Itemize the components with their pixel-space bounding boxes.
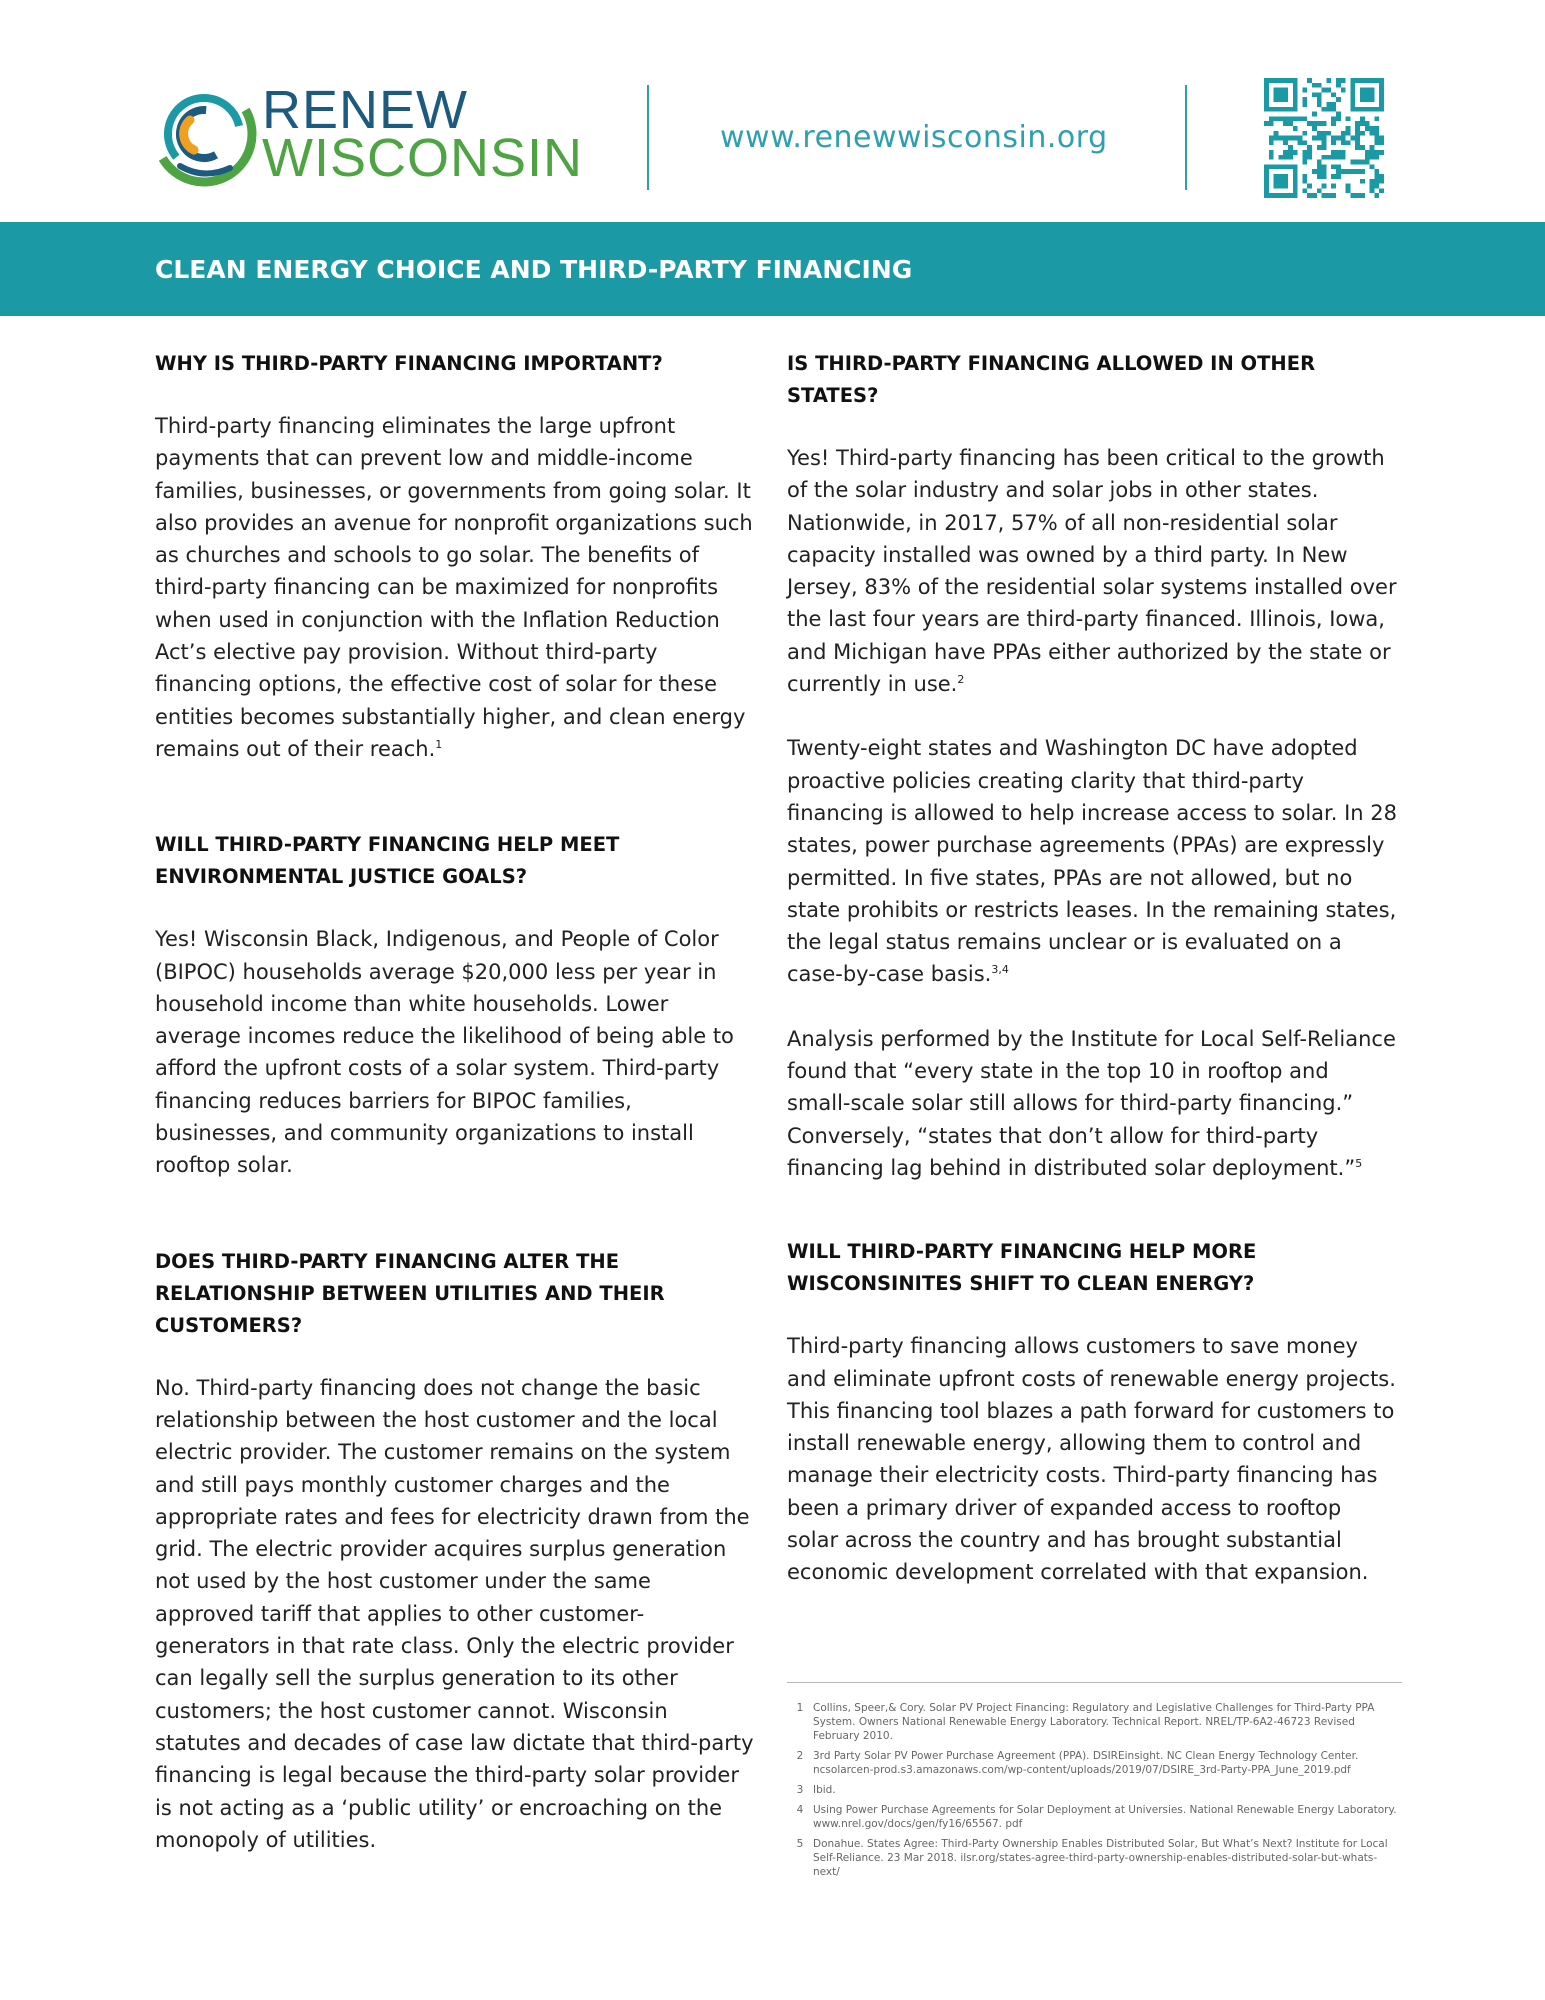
section-body-other-states-3: Analysis performed by the Institute for Local Self-Reliance found that “every state in the top 10 in rooftop and small-scale solar still allows for third-party financing.” Conversely, “states that don’t allow for third-party financing lag behind in distributed solar deployment.”$^5$ [787, 1026, 1396, 1180]
footnote-number: 4 [796, 1804, 804, 1816]
footnote-item [787, 1749, 1402, 1777]
section-heading-utility-relationship: DOES THIRD-PARTY FINANCING ALTER THE RELATIONSHIP BETWEEN UTILITIES AND THEIR CUSTOMERS? [155, 1249, 665, 1337]
qr-code-icon[interactable] [1264, 78, 1384, 198]
footnote-ref[interactable]: 2 [957, 673, 965, 687]
footnotes [787, 1682, 1402, 1885]
footnote-item [787, 1803, 1402, 1831]
footnote-number: 5 [796, 1838, 804, 1850]
header [0, 0, 1545, 222]
footnote-text: Donahue. States Agree: Third-Party Ownership Enables Distributed Solar, But What’s Next? Institute for Local Self-Reliance. 23 Mar 2018. ilsr.org/states-agree-third-party-ownership-enables-distributed-solar-but-whats-next/ [813, 1838, 1388, 1878]
section-body-utility-relationship: No. Third-party financing does not change the basic relationship between the host customer and the local electric provider. The customer remains on the system and still pays monthly customer charges and the appropriate rates and fees for electricity drawn from the grid. The electric provider acquires surplus generation not used by the host customer under the same approved tariff that applies to other customer-generators in that rate class. Only the electric provider can legally sell the surplus generation to its other customers; the host customer cannot. Wisconsin statutes and decades of case law dictate that third-party financing is legal because the third-party solar provider is not acting as a ‘public utility’ or encroaching on the monopoly of utilities. [155, 1375, 754, 1852]
section-heading-other-states: IS THIRD-PARTY FINANCING ALLOWED IN OTHER STATES? [787, 352, 1316, 407]
section-body-importance: Third-party financing eliminates the large upfront payments that can prevent low and middle-income families, businesses, or governments from going solar. It also provides an avenue for nonprofit organizations such as churches and schools to go solar. The benefits of third-party financing can be maximized for nonprofits when used in conjunction with the Inflation Reduction Act’s elective pay provision. Without third-party financing options, the effective cost of solar for these entities becomes substantially higher, and clean energy remains out of their reach.$^1$ [155, 414, 753, 761]
section-heading-importance: WHY IS THIRD-PARTY FINANCING IMPORTANT? [155, 352, 663, 375]
logo-line-renew: RENEW [262, 80, 468, 140]
footnote-number: 1 [796, 1702, 804, 1714]
footnote-text: Ibid. [813, 1784, 836, 1796]
section-body-other-states-2: Twenty-eight states and Washington DC have adopted proactive policies creating clarity that third-party financing is allowed to help increase access to solar. In 28 states, power purchase agreements (PPAs) are expressly permitted. In five states, PPAs are not allowed, but no state prohibits or restricts leases. In the remaining states, the legal status remains unclear or is evaluated on a case-by-case basis.$^{3,4}$ [787, 736, 1398, 987]
header-divider-right [1185, 85, 1187, 190]
footnote-item [787, 1783, 1402, 1797]
footnote-text: Using Power Purchase Agreements for Solar Deployment at Universies. National Renewable Energy Laboratory. www.nrel.gov/docs/gen/fy16/65567. pdf [813, 1804, 1397, 1830]
section-body-clean-energy-shift: Third-party financing allows customers to save money and eliminate upfront costs of renewable energy projects. This financing tool blazes a path forward for customers to install renewable energy, allowing them to control and manage their electricity costs. Third-party financing has been a primary driver of expanded access to rooftop solar across the country and has brought substantial economic development correlated with that expansion. [787, 1334, 1396, 1585]
footnote-ref[interactable]: 5 [1355, 1156, 1363, 1170]
footnote-ref[interactable]: 3,4 [991, 963, 1009, 977]
footnote-item [787, 1701, 1402, 1743]
website-link[interactable]: www.renewwisconsin.org [720, 120, 1108, 155]
section-body-other-states-1: Yes! Third-party financing has been critical to the growth of the solar industry and solar jobs in other states. Nationwide, in 2017, 57% of all non-residential solar capacity installed was owned by a third party. In New Jersey, 83% of the residential solar systems installed over the last four years are third-party financed. Illinois, Iowa, and Michigan have PPAs either authorized by the state or currently in use.$^2$ [787, 446, 1397, 697]
section-heading-environmental-justice: WILL THIRD-PARTY FINANCING HELP MEET ENVIRONMENTAL JUSTICE GOALS? [155, 833, 620, 889]
right-column [787, 348, 1397, 1589]
title-banner [0, 222, 1545, 316]
header-divider-left [647, 85, 649, 190]
footnote-text: 3rd Party Solar PV Power Purchase Agreement (PPA). DSIREinsight. NC Clean Energy Technology Center. ncsolarcen-prod.s3.amazonaws.com/wp-content/uploads/2019/07/DSIRE_3rd-Party-PPA_June_2019.pdf [813, 1750, 1359, 1776]
page-title: CLEAN ENERGY CHOICE AND THIRD-PARTY FINANCING [155, 255, 913, 284]
footnote-item [787, 1837, 1402, 1879]
footnote-number: 3 [796, 1784, 804, 1796]
footnote-ref[interactable]: 1 [435, 737, 443, 751]
left-column [155, 348, 755, 1856]
section-heading-clean-energy-shift: WILL THIRD-PARTY FINANCING HELP MORE WISCONSINITES SHIFT TO CLEAN ENERGY? [787, 1240, 1257, 1296]
logo-line-wisconsin: WISCONSIN [262, 128, 584, 188]
footnote-text: Collins, Speer,& Cory. Solar PV Project Financing: Regulatory and Legislative Challenges for Third-Party PPA System. Owners National Renewable Energy Laboratory. Technical Report. NREL/TP-6A2-46723 Revised February 2010. [813, 1702, 1375, 1742]
section-body-environmental-justice: Yes! Wisconsin Black, Indigenous, and People of Color (BIPOC) households average $20,000 less per year in household income than white households. Lower average incomes reduce the likelihood of being able to afford the upfront costs of a solar system. Third-party financing reduces barriers for BIPOC families, businesses, and community organizations to install rooftop solar. [155, 927, 734, 1178]
renew-wisconsin-logo[interactable] [150, 80, 590, 190]
footnote-number: 2 [796, 1750, 804, 1762]
logo-swirl-icon [150, 80, 258, 188]
logo-wordmark [262, 80, 584, 188]
